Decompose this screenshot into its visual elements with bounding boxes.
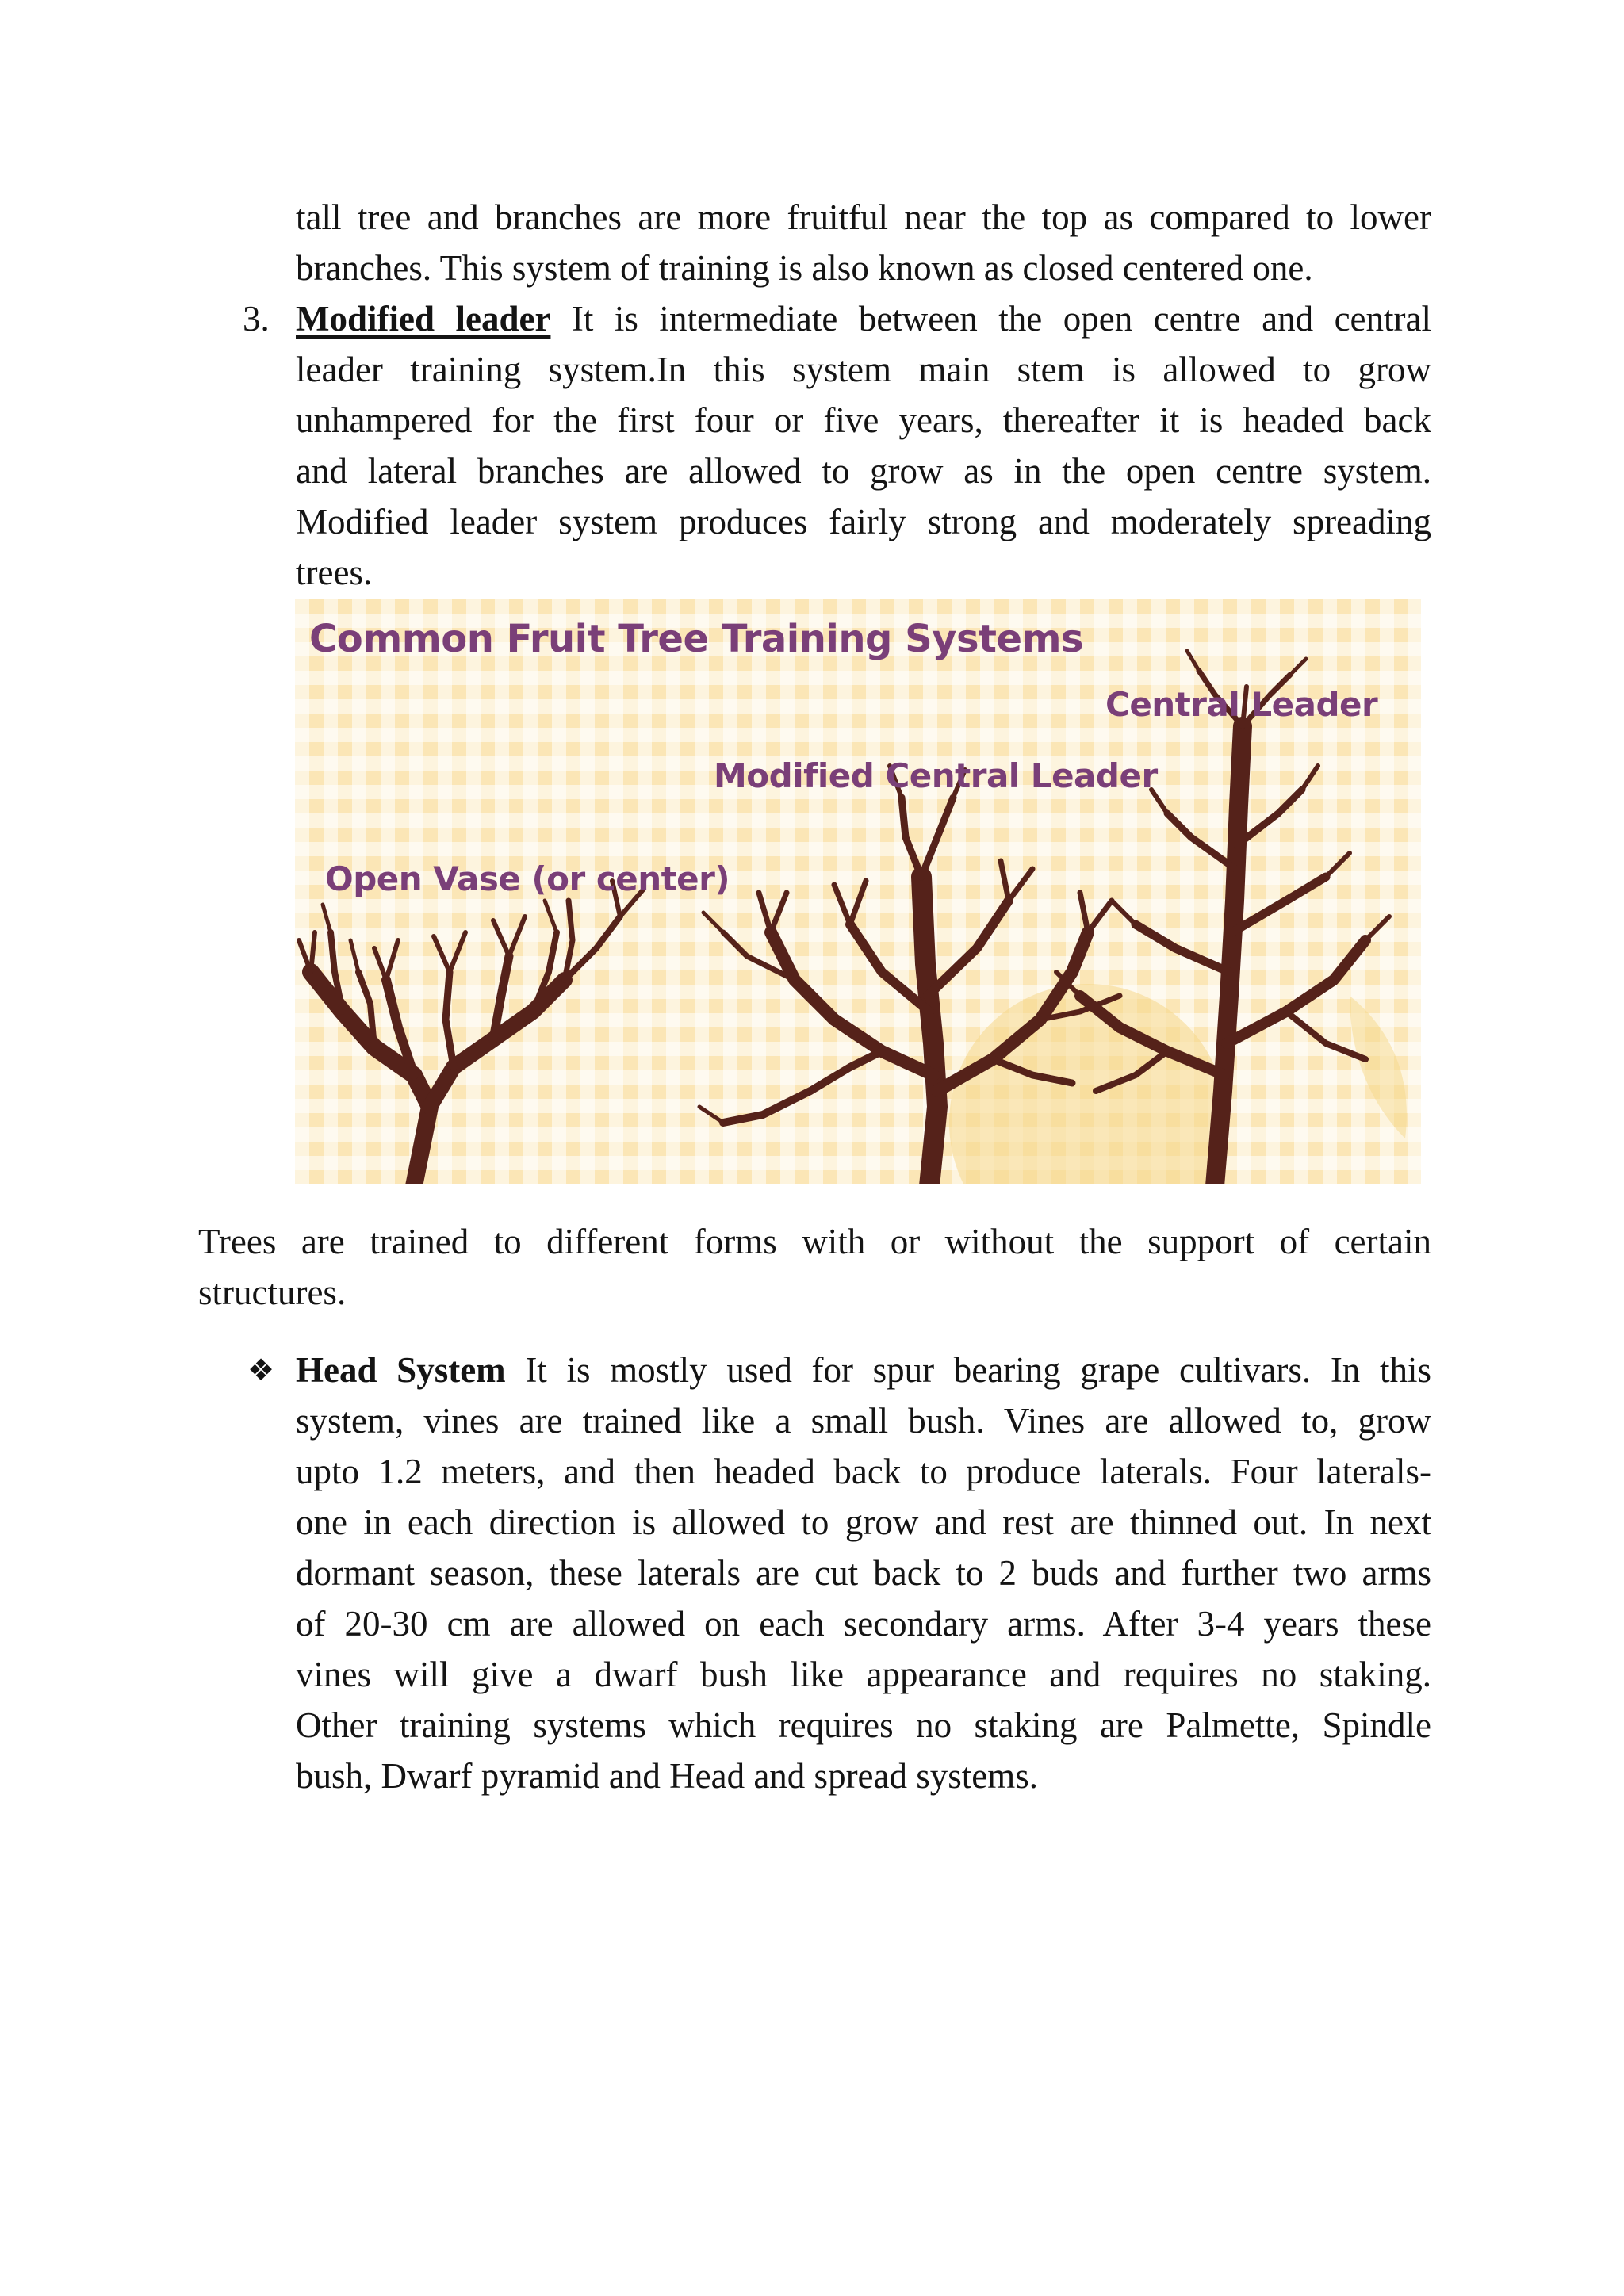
label-modified-central-leader: Modified Central Leader [714,756,1158,795]
leaf-shape [1350,996,1407,1138]
text-line: of 20-30 cm are allowed on each secondary arms. After 3-4 years these [296,1604,1431,1644]
open-vase-tree [299,881,644,1184]
diamond-bullet-icon: ❖ [247,1353,275,1387]
text-line: leader training system.In this system main stem is allowed to grow [296,350,1431,389]
text-line [296,1345,1431,1395]
label-central-leader: Central Leader [1105,685,1378,724]
text-line: one in each direction is allowed to grow and rest are thinned out. In next [296,1502,1431,1542]
text-line: and lateral branches are allowed to grow as in the open centre system. [296,451,1431,491]
item-2-continuation [296,192,1431,293]
text-line: upto 1.2 meters, and then headed back to produce laterals. Four laterals- [296,1452,1431,1491]
bullet-item-head-system [247,1345,1431,1801]
text-line: unhampered for the first four or five years, thereafter it is headed back [296,400,1431,440]
training-systems-figure [295,599,1421,1184]
text-line: Modified leader system produces fairly strong and moderately spreading [296,502,1431,541]
sun-shape [949,984,1227,1184]
text-line: Other training systems which requires no staking are Palmette, Spindle [296,1705,1431,1745]
text-line: Trees are trained to different forms with or without the support of certain [198,1222,1431,1261]
text-run: It is intermediate between the open centre and central [550,299,1431,339]
text-line: vines will give a dwarf bush like appearance and requires no staking. [296,1655,1431,1694]
text-line: system, vines are trained like a small bush. Vines are allowed to, grow [296,1401,1431,1441]
text-line [296,293,1431,344]
text-line: structures. [198,1272,347,1312]
list-number: 3. [243,299,270,339]
body-paragraph [198,1216,1431,1318]
figure-title: Common Fruit Tree Training Systems [309,617,1084,661]
text-line: tall tree and branches are more fruitful near the top as compared to lower [296,197,1431,237]
term-modified-leader: Modified leader [296,299,551,339]
text-line: dormant season, these laterals are cut back to 2 buds and further two arms [296,1553,1431,1593]
text-line: bush, Dwarf pyramid and Head and spread systems. [296,1756,1039,1796]
text-line: trees. [296,553,373,592]
text-run: It is mostly used for spur bearing grape cultivars. In this [505,1350,1431,1390]
term-head-system: Head System [296,1350,506,1390]
list-item-modified-leader [243,293,1431,598]
label-open-vase: Open Vase (or center) [325,859,730,898]
text-line: branches. This system of training is also known as closed centered one. [296,248,1313,288]
